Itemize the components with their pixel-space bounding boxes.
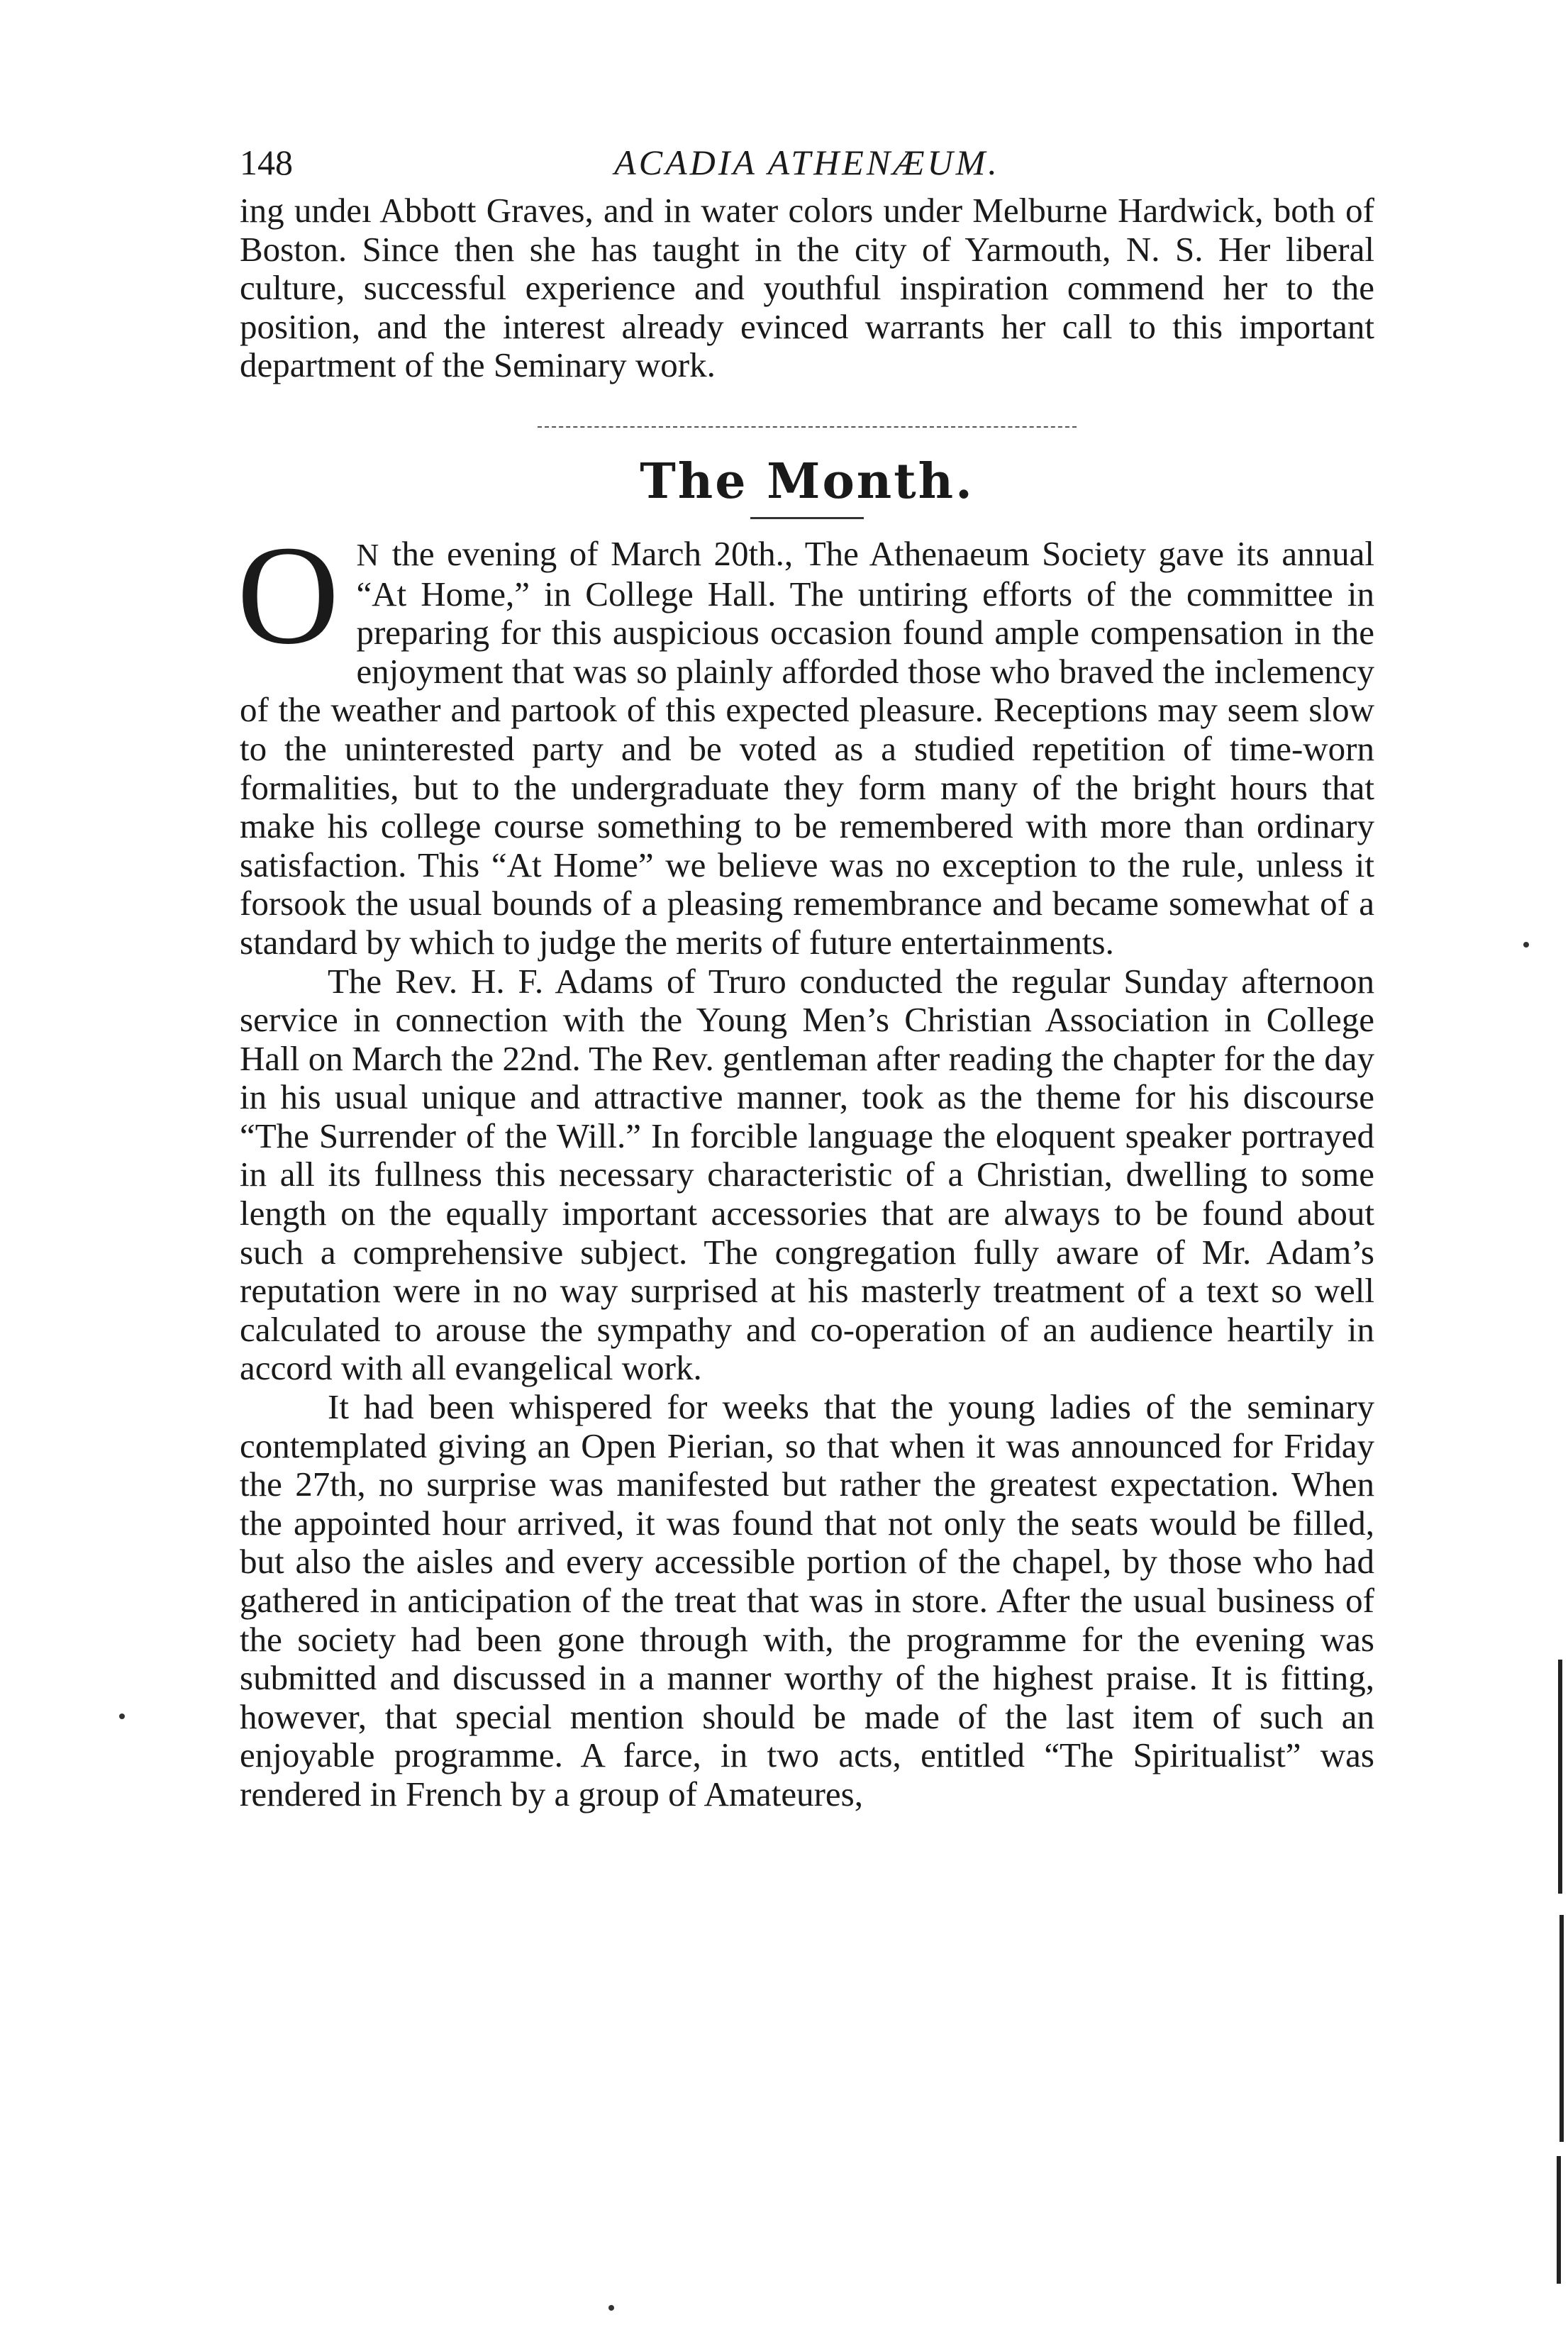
paragraph-adams-sermon: The Rev. H. F. Adams of Truro conducted the regular Sunday afternoon service in connection with the Young Men’s Christian Association in College Hall on March the 22nd. The Rev. gentleman after reading the chapter for the day in his usual unique and attractive manner, took as the theme for his discourse “The Surrender of the Will.” In forcible language the eloquent speaker portrayed in all its fullness this necessary characteristic of a Christian, dwelling to some length on the equally important accessories that are always to be found about such a comprehensive subject. The congregation fully aware of Mr. Adam’s reputation were in no way surprised at his masterly treatment of a text so well calculated to arouse the sympathy and co-operation of an audience heartily in accord with all evangelical work. [240, 961, 1374, 1388]
scan-edge-bar [1557, 2156, 1561, 2284]
article-page [237, 135, 1374, 1814]
journal-title: ACADIA ATHENÆUM. [614, 143, 1000, 182]
scan-speck [119, 1713, 125, 1719]
scan-edge-bar [1559, 1915, 1564, 2142]
scan-edge-marks [1554, 0, 1568, 2344]
continued-paragraph: ing undeı Abbott Graves, and in water colors under Melburne Hardwick, both of Boston. Since then she has taught in the city of Yarmouth, N. S. Her liberal culture, successful experience and youthful inspiration commend her to the position, and the interest already evinced warrants her call to this important department of the Seminary work. [240, 191, 1374, 385]
scan-speck [1523, 942, 1529, 948]
first-paragraph-text: the evening of March 20th., The Athenaeum Society gave its annual “At Home,” in College Hall. The untiring efforts of the committee in preparing for this auspicious occasion found ample compensation in the enjoyment that was so plainly afforded those who braved the inclemency of the weather and partook of this expected pleasure. Receptions may seem slow to the uninterested party and be voted as a studied repetition of time-worn formalities, but to the undergraduate they form many of the bright hours that make his college course something to be remembered with more than ordinary satisfaction. This “At Home” we believe was no exception to the rule, unless it forsook the usual bounds of a pleasing remembrance and became somewhat of a standard by which to judge the merits of future entertainments. [240, 533, 1374, 962]
running-header [240, 135, 1374, 191]
page-number: 148 [240, 143, 293, 182]
heading-rule [750, 517, 864, 519]
scan-edge-bar [1558, 1660, 1562, 1894]
drop-cap: O [237, 516, 340, 674]
first-paragraph [237, 516, 1374, 962]
section-heading: The Month. [640, 452, 974, 510]
scan-speck [608, 2305, 614, 2311]
section-divider [538, 426, 1077, 428]
lead-letter: N [356, 537, 380, 572]
paragraph-open-pierian: It had been whispered for weeks that the young ladies of the seminary contemplated giving an Open Pierian, so that when it was announced for Friday the 27th, no surprise was manifested but rather the greatest expectation. When the appointed hour arrived, it was found that not only the seats would be filled, but also the aisles and every accessible portion of the chapel, by those who had gathered in anticipation of the treat that was in store. After the usual business of the society had been gone through with, the programme for the evening was submitted and discussed in a manner worthy of the highest praise. It is fitting, however, that special mention should be made of the last item of such an enjoyable programme. A farce, in two acts, entitled “The Spiritualist” was rendered in French by a group of Amateures, [240, 1387, 1374, 1813]
